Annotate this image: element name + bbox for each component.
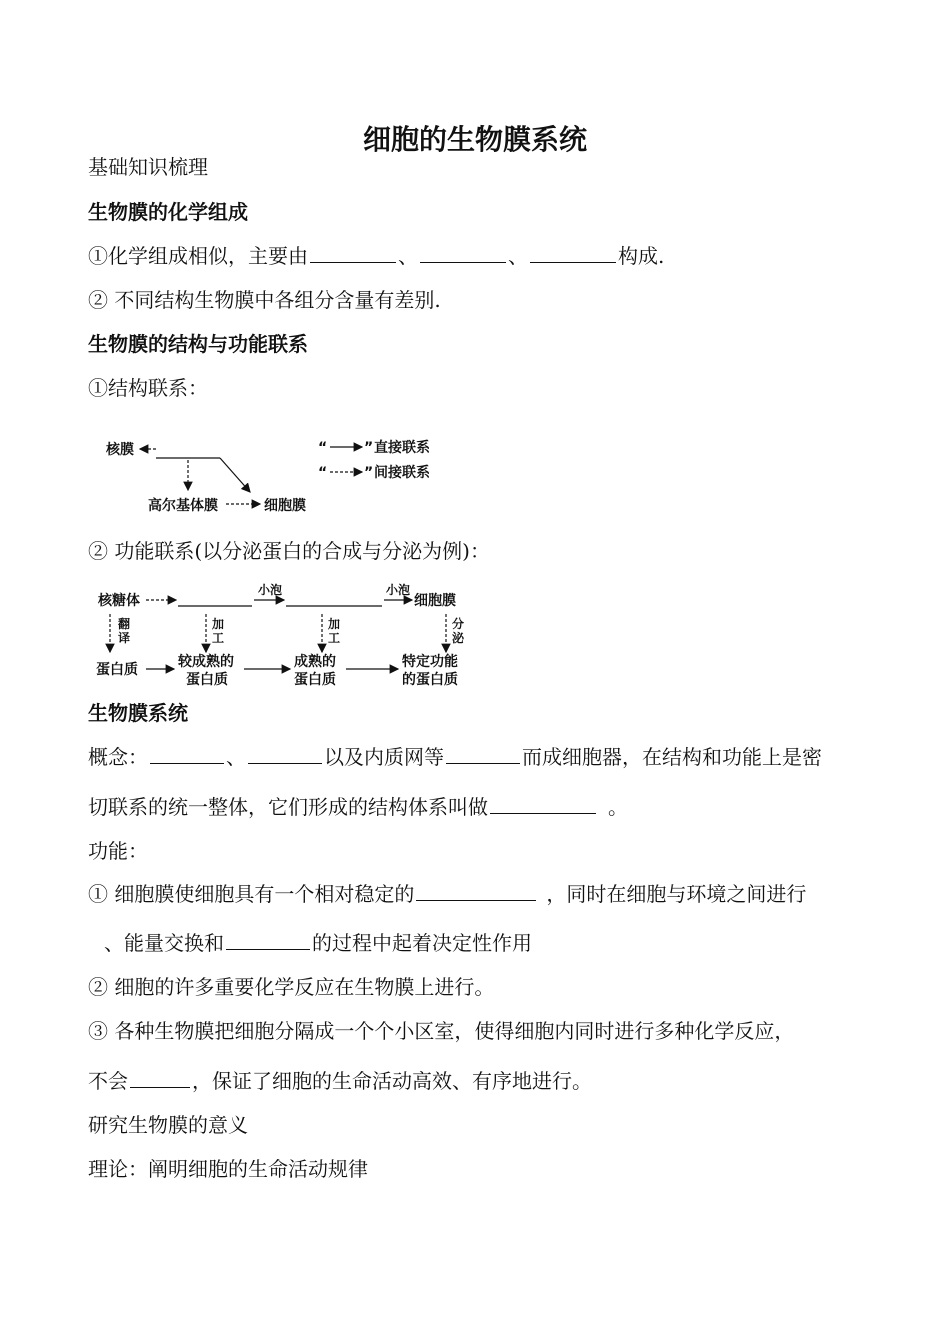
mature-protein-label: 成熟的: [294, 654, 336, 670]
paragraph-concept-1: [88, 743, 822, 771]
functional-link-diagram: [94, 580, 484, 692]
legend-quote-open: “: [318, 465, 328, 481]
subtitle: 基础知识梳理: [88, 155, 208, 179]
paragraph-function-2: ② 细胞的许多重要化学反应在生物膜上进行。: [88, 975, 495, 999]
functional-protein-label: 特定功能: [402, 654, 458, 670]
nucleus-membrane-label: 核膜: [106, 442, 134, 458]
functional-protein-label: 的蛋白质: [402, 672, 458, 688]
paragraph-functional-link: ② 功能联系(以分泌蛋白的合成与分泌为例)：: [88, 539, 490, 563]
ribosome-label: 核糖体: [98, 593, 140, 609]
cell-membrane-label: 细胞膜: [264, 498, 306, 514]
section-heading-structure-function: 生物膜的结构与功能联系: [88, 332, 308, 356]
text: ① 细胞膜使细胞具有一个相对稳定的: [88, 882, 415, 906]
paragraph-structural-link: ①结构联系：: [88, 376, 208, 400]
text: 、: [508, 244, 528, 268]
paragraph-function-1: [88, 880, 806, 908]
vesicle-label-2: 小泡: [386, 583, 411, 597]
text: ，保证了细胞的生命活动高效、有序地进行。: [192, 1069, 592, 1093]
protein-label: 蛋白质: [96, 662, 138, 678]
semi-mature-protein-label: 蛋白质: [186, 672, 228, 688]
semi-mature-protein-label: 较成熟的: [178, 654, 234, 670]
section-heading-membrane-system: 生物膜系统: [88, 701, 188, 725]
processing-label: 加: [212, 617, 225, 631]
text: 以及内质网等: [324, 745, 444, 769]
text: 的过程中起着决定性作用: [312, 931, 532, 955]
arrow-to-cell-membrane: [220, 458, 250, 492]
legend-direct-label: 直接联系: [374, 440, 430, 456]
text: ，同时在细胞与环境之间进行: [546, 882, 807, 906]
text: 不会: [88, 1069, 128, 1093]
fill-blank[interactable]: [420, 242, 506, 263]
processing-label: 加: [328, 617, 341, 631]
fill-blank[interactable]: [248, 743, 322, 764]
secretion-label: 泌: [452, 631, 465, 645]
text: 、能量交换和: [104, 931, 224, 955]
section-heading-chemical: 生物膜的化学组成: [88, 200, 248, 224]
text: 、: [226, 745, 246, 769]
paragraph-concept-2: [88, 793, 628, 821]
golgi-membrane-label: 高尔基体膜: [148, 498, 218, 514]
mature-protein-label: 蛋白质: [294, 672, 336, 688]
text: 切联系的统一整体，它们形成的结构体系叫做: [88, 795, 488, 819]
legend-quote-open: “: [318, 440, 328, 456]
processing-label: 工: [212, 631, 225, 645]
text: 。: [608, 795, 628, 819]
text: ①化学组成相似，主要由: [88, 244, 308, 268]
vesicle-label-1: 小泡: [258, 583, 283, 597]
paragraph-function-3-cont: [88, 1067, 592, 1095]
text: 概念：: [88, 745, 148, 769]
translation-label: 翻: [118, 617, 131, 631]
fill-blank[interactable]: [130, 1067, 190, 1088]
fill-blank[interactable]: [310, 242, 396, 263]
legend-quote-close: ”: [364, 465, 374, 481]
section-heading-significance: 研究生物膜的意义: [88, 1113, 248, 1137]
page-title: 细胞的生物膜系统: [362, 123, 587, 156]
function-label: 功能：: [88, 839, 148, 863]
fill-blank[interactable]: [226, 929, 310, 950]
fill-blank[interactable]: [150, 743, 224, 764]
fill-blank[interactable]: [490, 793, 596, 814]
structural-link-diagram: [100, 432, 470, 522]
legend-quote-close: ”: [364, 440, 374, 456]
fill-blank[interactable]: [446, 743, 520, 764]
cell-membrane-label: 细胞膜: [414, 593, 456, 609]
legend-indirect-label: 间接联系: [374, 465, 430, 481]
paragraph-function-1-cont: [104, 929, 532, 957]
fill-blank[interactable]: [416, 880, 536, 901]
fill-blank[interactable]: [530, 242, 616, 263]
secretion-label: 分: [452, 617, 465, 631]
paragraph-theory: 理论：阐明细胞的生命活动规律: [88, 1157, 368, 1181]
text: 而成细胞器，在结构和功能上是密: [522, 745, 822, 769]
text: 、: [398, 244, 418, 268]
paragraph-function-3: ③ 各种生物膜把细胞分隔成一个个小区室，使得细胞内同时进行多种化学反应，: [88, 1019, 795, 1043]
paragraph-chemical-composition: [88, 242, 664, 270]
text: 构成.: [618, 244, 665, 268]
processing-label: 工: [328, 631, 341, 645]
paragraph-component-difference: ② 不同结构生物膜中各组分含量有差别.: [88, 288, 441, 312]
translation-label: 译: [118, 631, 131, 645]
